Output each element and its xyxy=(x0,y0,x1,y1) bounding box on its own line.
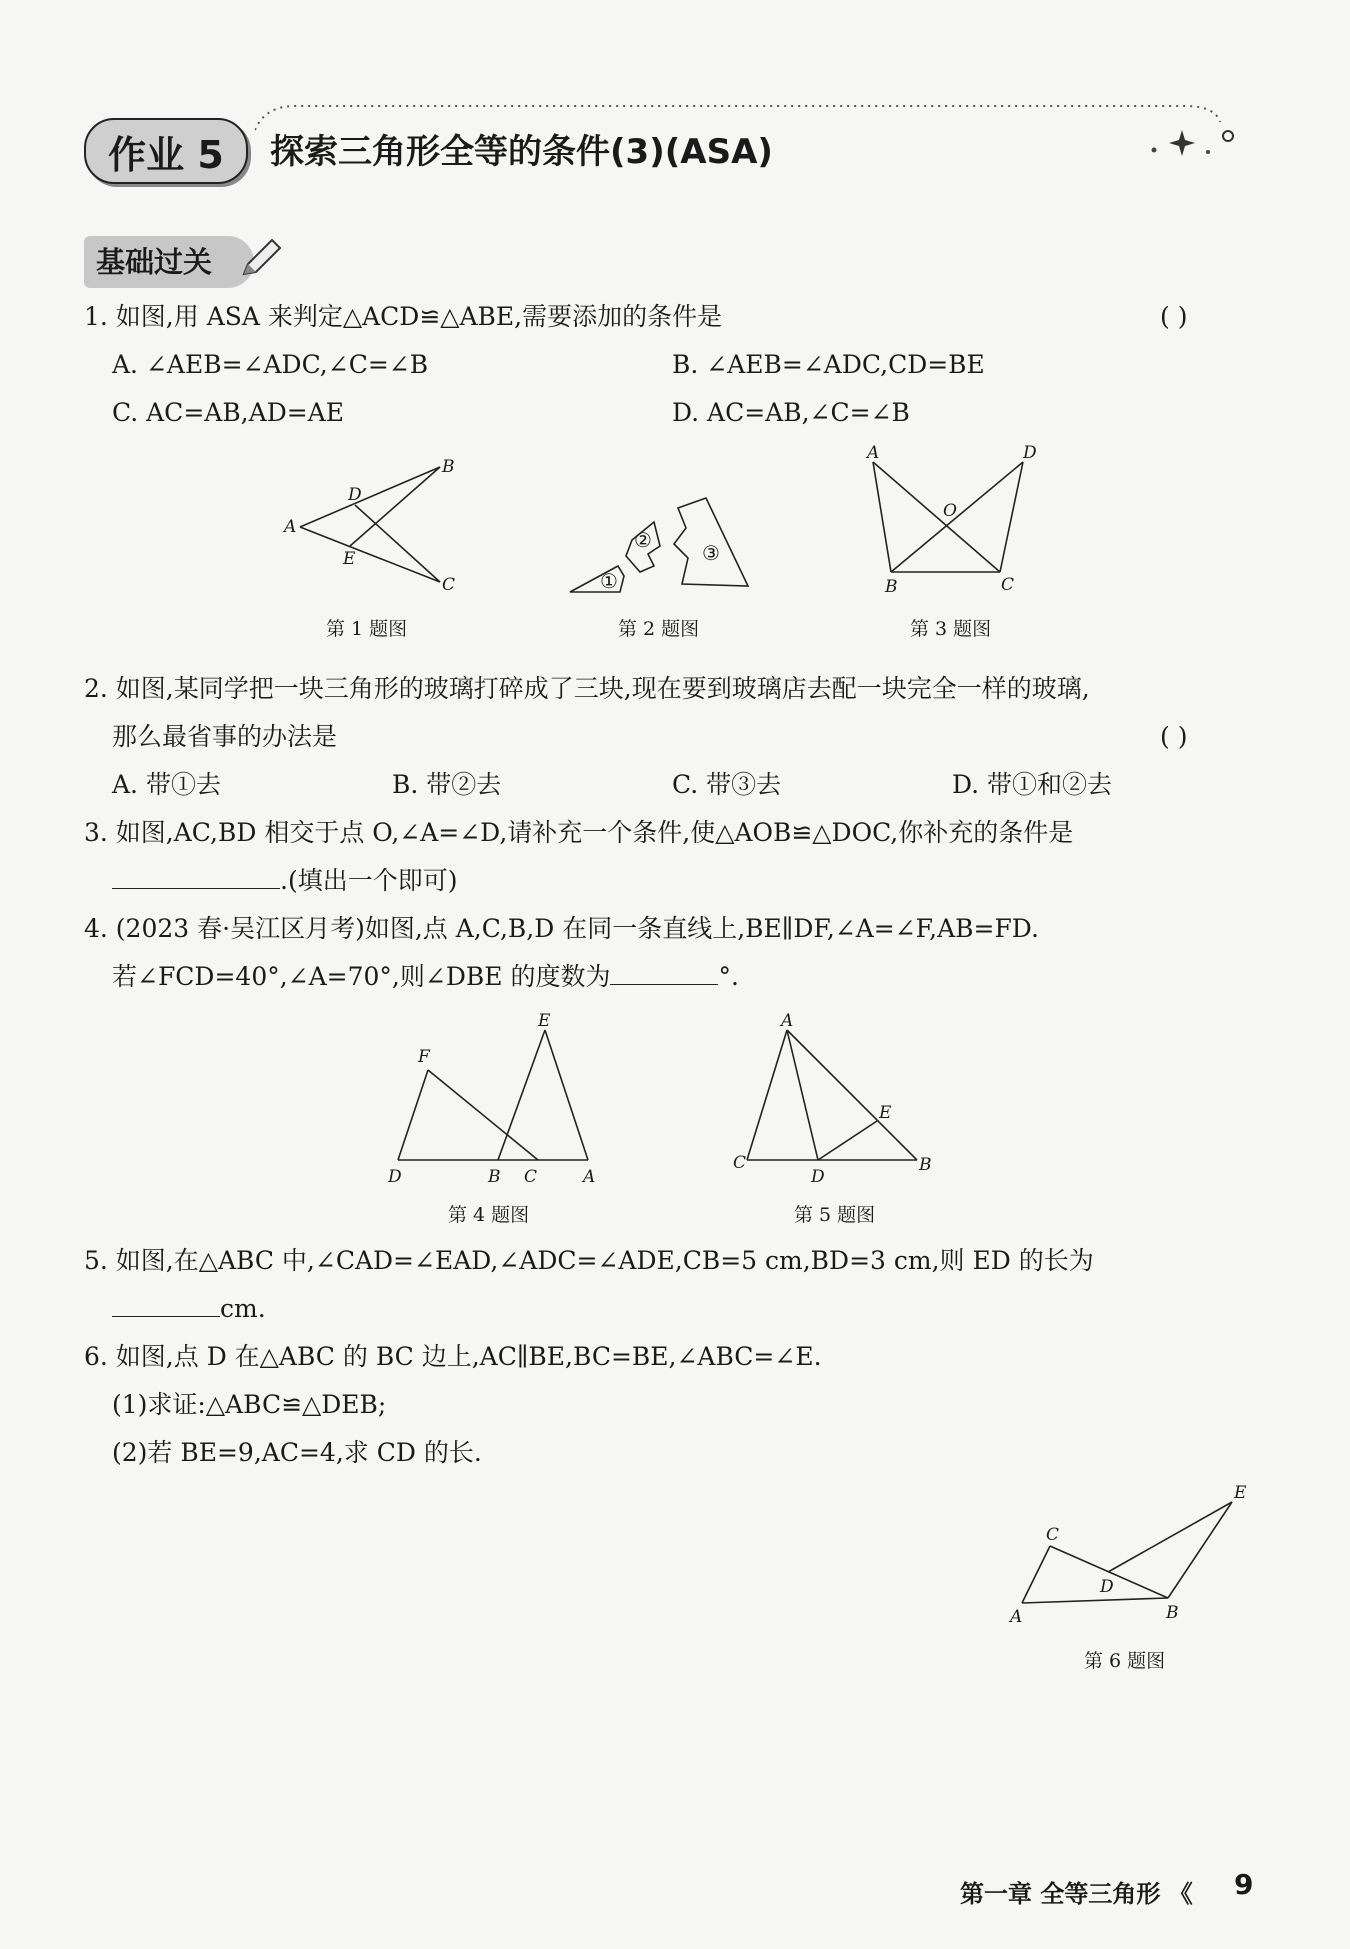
q3-line-1: 3. 如图,AC,BD 相交于点 O,∠A=∠D,请补充一个条件,使△AOB≌△DOC,你补充的条件是 xyxy=(84,818,1074,847)
fig6-label-b: B xyxy=(1166,1603,1179,1623)
q1-option-a: A. ∠AEB=∠ADC,∠C=∠B xyxy=(112,350,429,379)
fig1-label-a: A xyxy=(284,517,297,537)
figure-1 xyxy=(270,450,470,610)
q4-line-1: 4. (2023 春·吴江区月考)如图,点 A,C,B,D 在同一条直线上,BE∥DF,∠A=∠F,AB=FD. xyxy=(84,914,1039,943)
fig5-label-e: E xyxy=(879,1103,892,1123)
q2-option-c: C. 带③去 xyxy=(672,770,782,799)
figure-2 xyxy=(560,480,760,600)
q4-line-2: 若∠FCD=40°,∠A=70°,则∠DBE 的度数为 °. xyxy=(112,962,739,991)
fig4-label-e: E xyxy=(538,1011,551,1031)
page-title: 探索三角形全等的条件(3)(ASA) xyxy=(270,132,773,172)
fig5-caption: 第 5 题图 xyxy=(794,1204,876,1226)
fig3-label-b: B xyxy=(885,577,898,597)
q1-option-c: C. AC=AB,AD=AE xyxy=(112,398,344,427)
fig3-label-o: O xyxy=(943,501,957,521)
figure-4 xyxy=(380,1010,600,1190)
fig2-piece-3: ③ xyxy=(702,541,720,565)
q2-option-b: B. 带②去 xyxy=(392,770,502,799)
figure-6 xyxy=(1000,1480,1250,1640)
fig4-label-a: A xyxy=(583,1167,596,1187)
page-number: 9 xyxy=(1234,1868,1254,1901)
q1-stem: 1. 如图,用 ASA 来判定△ACD≌△ABE,需要添加的条件是 xyxy=(84,302,723,331)
q4-answer-blank[interactable] xyxy=(610,960,718,985)
fig5-label-d: D xyxy=(811,1167,825,1187)
section-tag: 基础过关 xyxy=(84,236,254,288)
q6-line-1: 6. 如图,点 D 在△ABC 的 BC 边上,AC∥BE,BC=BE,∠ABC=∠E. xyxy=(84,1342,822,1371)
q6-part-1: (1)求证:△ABC≌△DEB; xyxy=(112,1390,387,1419)
fig1-label-b: B xyxy=(442,457,455,477)
fig5-label-a: A xyxy=(781,1011,794,1031)
fig6-label-a: A xyxy=(1010,1607,1023,1627)
fig1-caption: 第 1 题图 xyxy=(326,618,408,640)
fig4-label-f: F xyxy=(418,1047,430,1067)
fig2-caption: 第 2 题图 xyxy=(618,618,700,640)
fig3-label-d: D xyxy=(1023,443,1037,463)
fig2-piece-1: ① xyxy=(600,569,618,593)
q2-option-d: D. 带①和②去 xyxy=(952,770,1113,799)
q2-option-a: A. 带①去 xyxy=(112,770,221,799)
assignment-badge: 作业 5 xyxy=(84,118,248,184)
q5-line-2: cm. xyxy=(112,1292,266,1326)
q2-answer-paren: ( ) xyxy=(1160,722,1188,751)
fig6-label-d: D xyxy=(1100,1577,1114,1597)
fig3-label-a: A xyxy=(867,443,880,463)
fig3-caption: 第 3 题图 xyxy=(910,618,992,640)
q3-line-2: .(填出一个即可) xyxy=(112,864,457,898)
fig4-label-d: D xyxy=(388,1167,402,1187)
q1-option-b: B. ∠AEB=∠ADC,CD=BE xyxy=(672,350,985,379)
figure-3 xyxy=(855,440,1055,600)
fig6-label-e: E xyxy=(1234,1483,1247,1503)
q5-line-1: 5. 如图,在△ABC 中,∠CAD=∠EAD,∠ADC=∠ADE,CB=5 cm,BD=3 cm,则 ED 的长为 xyxy=(84,1246,1094,1275)
fig1-label-e: E xyxy=(343,549,356,569)
fig6-label-c: C xyxy=(1046,1525,1060,1545)
chapter-footer: 第一章 全等三角形 《 xyxy=(960,1880,1193,1908)
fig1-label-d: D xyxy=(348,485,362,505)
q3-answer-blank[interactable] xyxy=(112,864,280,889)
fig5-label-b: B xyxy=(919,1155,932,1175)
q5-answer-blank[interactable] xyxy=(112,1292,220,1317)
figure-5 xyxy=(725,1010,945,1190)
q2-line-1: 2. 如图,某同学把一块三角形的玻璃打碎成了三块,现在要到玻璃店去配一块完全一样的玻璃, xyxy=(84,674,1090,703)
q2-line-2: 那么最省事的办法是 xyxy=(112,722,338,751)
q6-part-2: (2)若 BE=9,AC=4,求 CD 的长. xyxy=(112,1438,482,1467)
fig3-label-c: C xyxy=(1001,575,1015,595)
q1-option-d: D. AC=AB,∠C=∠B xyxy=(672,398,910,427)
fig4-caption: 第 4 题图 xyxy=(448,1204,530,1226)
q1-answer-paren: ( ) xyxy=(1160,302,1188,331)
fig4-label-b: B xyxy=(488,1167,501,1187)
fig1-label-c: C xyxy=(442,575,456,595)
pencil-icon xyxy=(236,236,284,280)
fig5-label-c: C xyxy=(733,1153,747,1173)
fig4-label-c: C xyxy=(524,1167,538,1187)
fig2-piece-2: ② xyxy=(634,528,652,552)
fig6-caption: 第 6 题图 xyxy=(1084,1650,1166,1672)
sparkle-icon xyxy=(1140,120,1240,160)
